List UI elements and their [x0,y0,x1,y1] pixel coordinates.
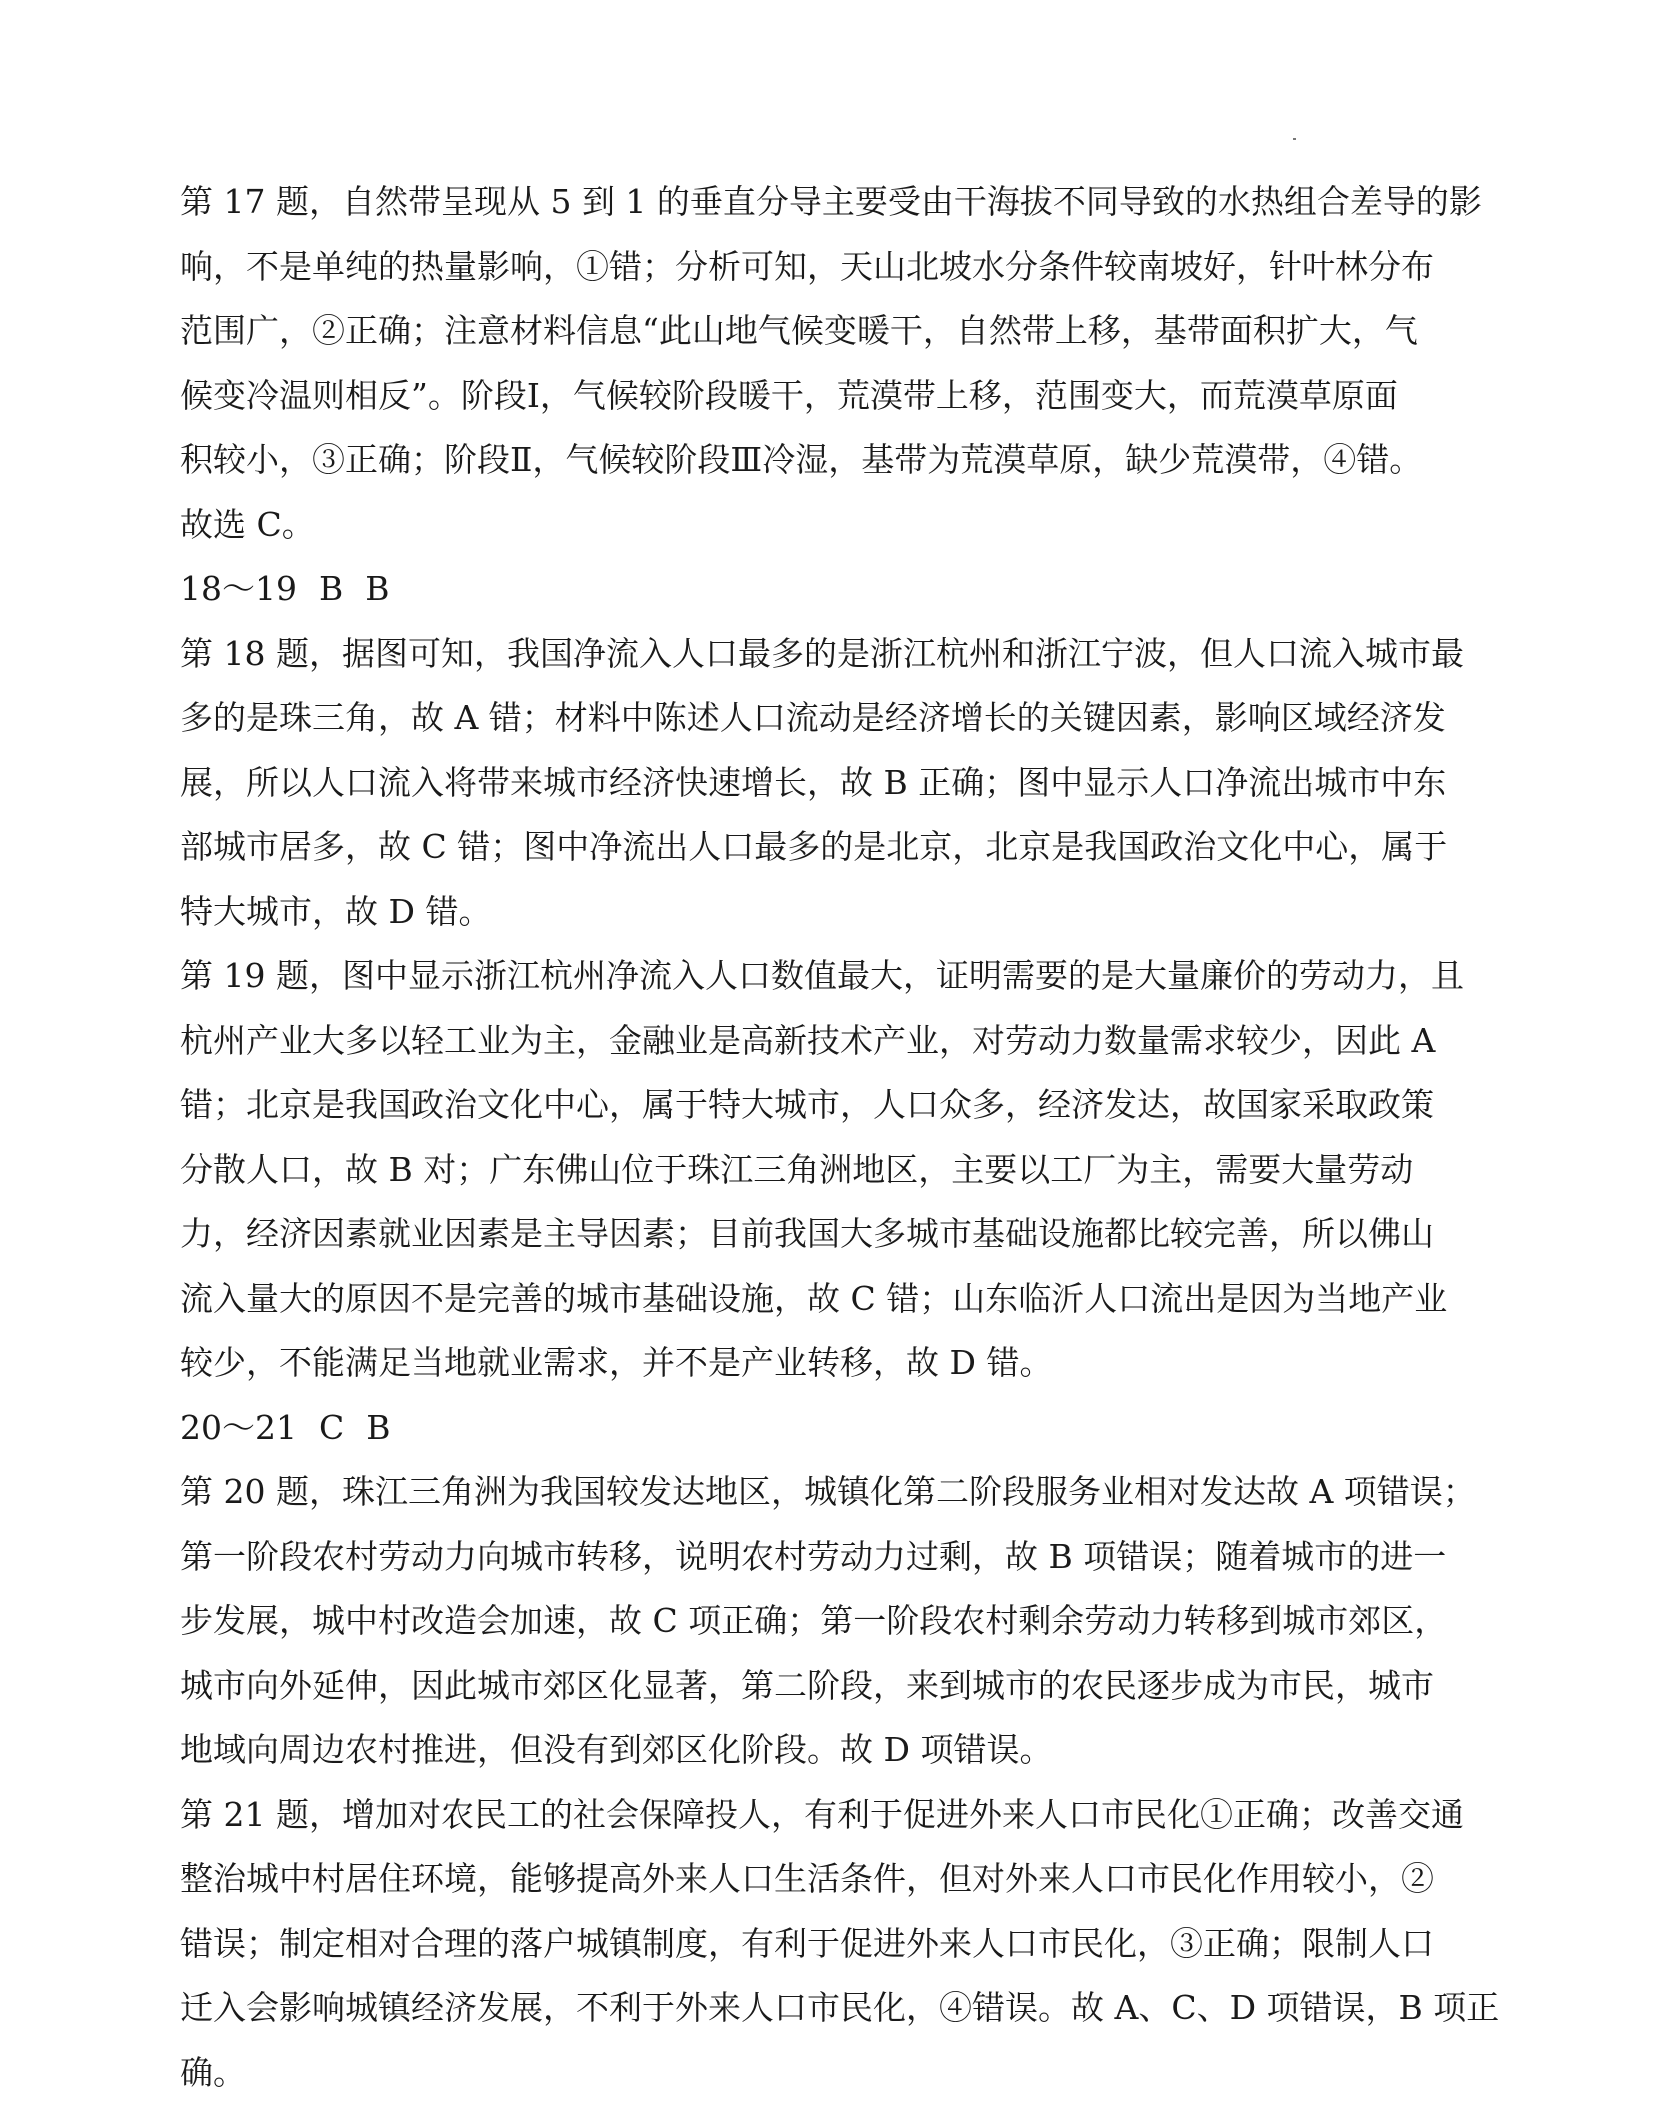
answer-letter: C [319,1408,344,1447]
q21-line: 确。 [180,2041,1480,2105]
q19-line: 较少，不能满足当地就业需求，并不是产业转移，故 D 错。 [180,1331,1480,1396]
q21-line: 错误；制定相对合理的落户城镇制度，有利于促进外来人口市民化，③正确；限制人口 [180,1912,1480,1977]
q20-line: 第 20 题，珠江三角洲为我国较发达地区，城镇化第二阶段服务业相对发达故 A 项错误； [180,1460,1480,1525]
q21-line: 第 21 题，增加对农民工的社会保障投人，有利于促进外来人口市民化①正确；改善交通 [180,1783,1480,1848]
q17-line: 故选 C。 [180,493,1480,558]
q18-explanation [180,622,1480,945]
q18-line: 第 18 题，据图可知，我国净流入人口最多的是浙江杭州和浙江宁波，但人口流入城市最 [180,622,1480,687]
q21-line: 整治城中村居住环境，能够提高外来人口生活条件，但对外来人口市民化作用较小，② [180,1847,1480,1912]
q17-line: 范围广，②正确；注意材料信息“此山地气候变暖干，自然带上移，基带面积扩大，气 [180,299,1480,364]
q20-line: 地域向周边农村推进，但没有到郊区化阶段。故 D 项错误。 [180,1718,1480,1783]
answer-letter: B [365,569,389,608]
q19-line: 第 19 题，图中显示浙江杭州净流入人口数值最大，证明需要的是大量廉价的劳动力，且 [180,944,1480,1009]
q20-line: 城市向外延伸，因此城市郊区化显著，第二阶段，来到城市的农民逐步成为市民，城市 [180,1654,1480,1719]
answer-letter: B [366,1408,390,1447]
q17-explanation [180,170,1480,557]
answer-key-20-21 [180,1396,1480,1461]
q18-line: 多的是珠三角，故 A 错；材料中陈述人口流动是经济增长的关键因素，影响区域经济发 [180,686,1480,751]
q19-line: 流入量大的原因不是完善的城市基础设施，故 C 错；山东临沂人口流出是因为当地产业 [180,1267,1480,1332]
q19-explanation [180,944,1480,1396]
q17-line: 第 17 题，自然带呈现从 5 到 1 的垂直分导主要受由干海拔不同导致的水热组合差导的影 [180,170,1480,235]
answer-explanations [180,170,1480,2105]
answer-key-18-19 [180,557,1480,622]
q19-line: 分散人口，故 B 对；广东佛山位于珠江三角洲地区，主要以工厂为主，需要大量劳动 [180,1138,1480,1203]
answer-range: 20～21 [180,1408,297,1447]
q20-line: 第一阶段农村劳动力向城市转移，说明农村劳动力过剩，故 B 项错误；随着城市的进一 [180,1525,1480,1590]
q21-explanation [180,1783,1480,2105]
q20-explanation [180,1460,1480,1783]
q18-line: 部城市居多，故 C 错；图中净流出人口最多的是北京，北京是我国政治文化中心，属于 [180,815,1480,880]
answer-letter: B [319,569,343,608]
q19-line: 力，经济因素就业因素是主导因素；目前我国大多城市基础设施都比较完善，所以佛山 [180,1202,1480,1267]
scan-speck [1293,138,1296,140]
q19-line: 错；北京是我国政治文化中心，属于特大城市，人口众多，经济发达，故国家采取政策 [180,1073,1480,1138]
q18-line: 特大城市，故 D 错。 [180,880,1480,945]
q17-line: 响，不是单纯的热量影响，①错；分析可知，天山北坡水分条件较南坡好，针叶林分布 [180,235,1480,300]
q18-line: 展，所以人口流入将带来城市经济快速增长，故 B 正确；图中显示人口净流出城市中东 [180,751,1480,816]
answer-range: 18～19 [180,569,297,608]
q17-line: 积较小，③正确；阶段Ⅱ，气候较阶段Ⅲ冷湿，基带为荒漠草原，缺少荒漠带，④错。 [180,428,1480,493]
q21-line: 迁入会影响城镇经济发展，不利于外来人口市民化，④错误。故 A、C、D 项错误，B 项正 [180,1976,1480,2041]
q19-line: 杭州产业大多以轻工业为主，金融业是高新技术产业，对劳动力数量需求较少，因此 A [180,1009,1480,1074]
q17-line: 候变冷温则相反”。阶段Ⅰ，气候较阶段暖干，荒漠带上移，范围变大，而荒漠草原面 [180,364,1480,429]
q20-line: 步发展，城中村改造会加速，故 C 项正确；第一阶段农村剩余劳动力转移到城市郊区， [180,1589,1480,1654]
